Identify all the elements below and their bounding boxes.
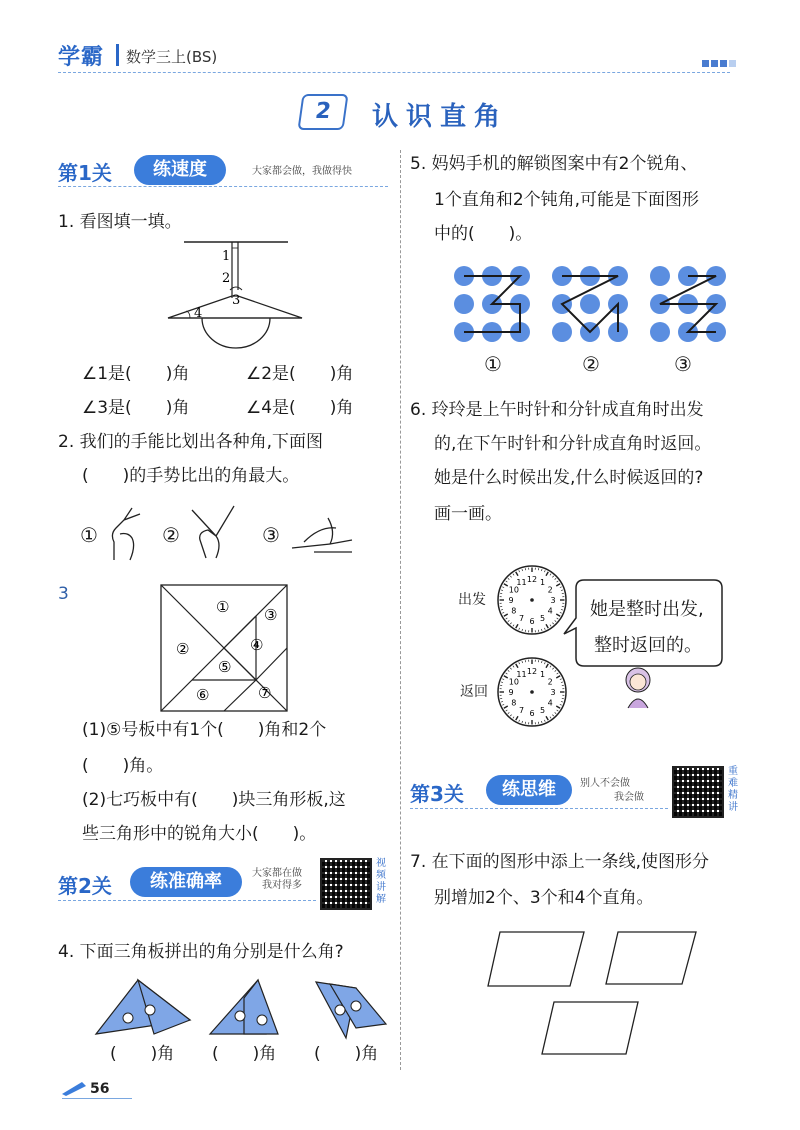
q6-line4: 画一画。 [434,504,502,524]
q6-line3: 她是什么时候出发,什么时候返回的? [434,468,704,488]
clock-numeral: 6 [529,617,535,626]
clock-numeral: 4 [547,698,553,708]
column-divider [400,150,401,1070]
tangram-piece-4: ④ [250,636,264,654]
clock-numeral: 11 [516,669,527,679]
girl-avatar-icon [618,664,658,708]
q4-answer-2[interactable]: ( )角 [212,1044,277,1064]
hand-gesture-3-icon [290,508,356,560]
q7-line2: 别增加2个、3个和4个直角。 [434,888,654,908]
clock-numeral: 7 [518,706,525,716]
clock-numeral: 9 [508,596,514,605]
tangram-piece-2: ② [176,640,190,658]
book-subtitle: 数学三上(BS) [126,48,218,66]
clock-numeral: 8 [511,606,517,616]
q4-answer-1[interactable]: ( )角 [110,1044,175,1064]
clock-numeral: 11 [516,577,527,587]
q2-line2[interactable]: ( )的手势比出的角最大。 [82,466,300,486]
return-clock[interactable] [496,656,568,728]
angle-label-4: 4 [194,306,203,321]
clock-numeral: 9 [508,688,514,697]
header-line [58,72,730,73]
clock-numeral: 2 [547,677,553,687]
section3-qr-label: 重难精讲 [728,766,738,813]
q5-line3[interactable]: 中的( )。 [434,224,533,244]
q3-part1-line1[interactable]: (1)⑤号板中有1个( )角和2个 [82,720,327,740]
clock-numeral: 7 [518,614,525,624]
q2-option-1[interactable]: ① [80,523,98,547]
q1-blank-angle1[interactable]: ∠1是( )角 [82,364,190,384]
q2-line1: 2. 我们的手能比划出各种角,下面图 [58,432,324,452]
clock-numeral: 8 [511,698,517,708]
clock-numeral: 6 [529,709,535,718]
pencil-icon [60,1080,88,1096]
section2-underline [58,900,316,901]
q7-parallelogram-3[interactable] [540,1000,640,1056]
angle-label-1: 1 [222,249,231,264]
clock-numeral: 3 [550,596,556,605]
tangram-piece-6: ⑥ [196,686,210,704]
clock-numeral: 5 [539,614,546,624]
q3-part2-line2[interactable]: 些三角形中的锐角大小( )。 [82,824,317,844]
q2-option-3[interactable]: ③ [262,523,280,547]
section2-qr-label: 视频讲解 [376,858,386,905]
depart-clock[interactable] [496,564,568,636]
section3-pill: 练思维 [486,775,572,805]
section2-pill: 练准确率 [130,867,242,897]
q5-option-3[interactable]: ③ [674,352,692,376]
q2-option-2[interactable]: ② [162,523,180,547]
section1-note: 大家都会做，我做得快 [252,166,352,177]
section1-pill: 练速度 [134,155,226,185]
q1-blank-angle4[interactable]: ∠4是( )角 [246,398,354,418]
q7-line1: 7. 在下面的图形中添上一条线,使图形分 [410,852,710,872]
return-label: 返回 [460,684,488,700]
clock-numeral: 4 [547,606,553,616]
q7-parallelogram-1[interactable] [486,930,586,988]
q3-part2-line1[interactable]: (2)七巧板中有( )块三角形板,这 [82,790,346,810]
footer-line [62,1098,132,1099]
clock-numeral: 2 [547,585,553,595]
section2-note1: 大家都在做 [252,868,302,879]
section1-underline [58,186,388,187]
lesson-number: 2 [297,94,348,130]
section2-qr-code[interactable] [320,858,372,910]
tangram-piece-7: ⑦ [258,684,272,702]
hand-gesture-1-icon [106,504,150,562]
angle-label-3: 3 [232,293,241,308]
depart-label: 出发 [458,592,486,608]
bubble-line2: 整时返回的。 [594,635,702,656]
q1-blank-angle2[interactable]: ∠2是( )角 [246,364,354,384]
header-separator [116,44,119,66]
q5-unlock-patterns [452,264,742,346]
section1-label: 第1关 [58,161,112,185]
clock-numeral: 10 [508,677,519,687]
q4-answer-3[interactable]: ( )角 [314,1044,379,1064]
tangram-figure [160,584,288,712]
clock-numeral: 10 [508,585,519,595]
clock-center [530,690,534,694]
tangram-piece-3: ③ [264,606,278,624]
clock-numeral: 1 [539,669,546,679]
lesson-title: 认识直角 [372,102,509,132]
q1-blank-angle3[interactable]: ∠3是( )角 [82,398,190,418]
q1-figure [160,238,310,353]
clock-numeral: 5 [539,706,546,716]
clock-numeral: 12 [526,667,538,676]
tangram-piece-1: ① [216,598,230,616]
q5-option-2[interactable]: ② [582,352,600,376]
section3-note1: 别人不会做 [580,778,630,789]
section2-note2: 我对得多 [262,880,302,891]
tangram-piece-5: ⑤ [218,658,232,676]
q5-line2: 1个直角和2个钝角,可能是下面图形 [434,190,700,210]
q5-line1: 5. 妈妈手机的解锁图案中有2个锐角、 [410,154,698,174]
angle-label-2: 2 [222,271,231,286]
page-number: 56 [90,1081,110,1097]
header-dots [702,52,738,71]
section2-label: 第2关 [58,874,112,898]
q3-number: 3 [58,584,69,604]
q7-parallelogram-2[interactable] [604,930,698,986]
clock-numeral: 1 [539,577,546,587]
clock-numeral: 12 [526,575,538,584]
clock-center [530,598,534,602]
q5-option-1[interactable]: ① [484,352,502,376]
bubble-line1: 她是整时出发, [590,599,704,620]
q3-part1-line2[interactable]: ( )角。 [82,756,164,776]
q1-stem: 1. 看图填一填。 [58,212,182,232]
hand-gesture-2-icon [186,500,244,560]
section3-label: 第3关 [410,782,464,806]
section3-underline [410,808,668,809]
q6-line2: 的,在下午时针和分针成直角时返回。 [434,434,712,454]
q4-stem: 4. 下面三角板拼出的角分别是什么角? [58,942,344,962]
clock-numeral: 3 [550,688,556,697]
brand-logo: 学霸 [58,45,105,70]
q6-line1: 6. 玲玲是上午时针和分针成直角时出发 [410,400,704,420]
section3-note2: 我会做 [614,792,644,803]
q4-set-squares [94,976,394,1040]
section3-qr-code[interactable] [672,766,724,818]
